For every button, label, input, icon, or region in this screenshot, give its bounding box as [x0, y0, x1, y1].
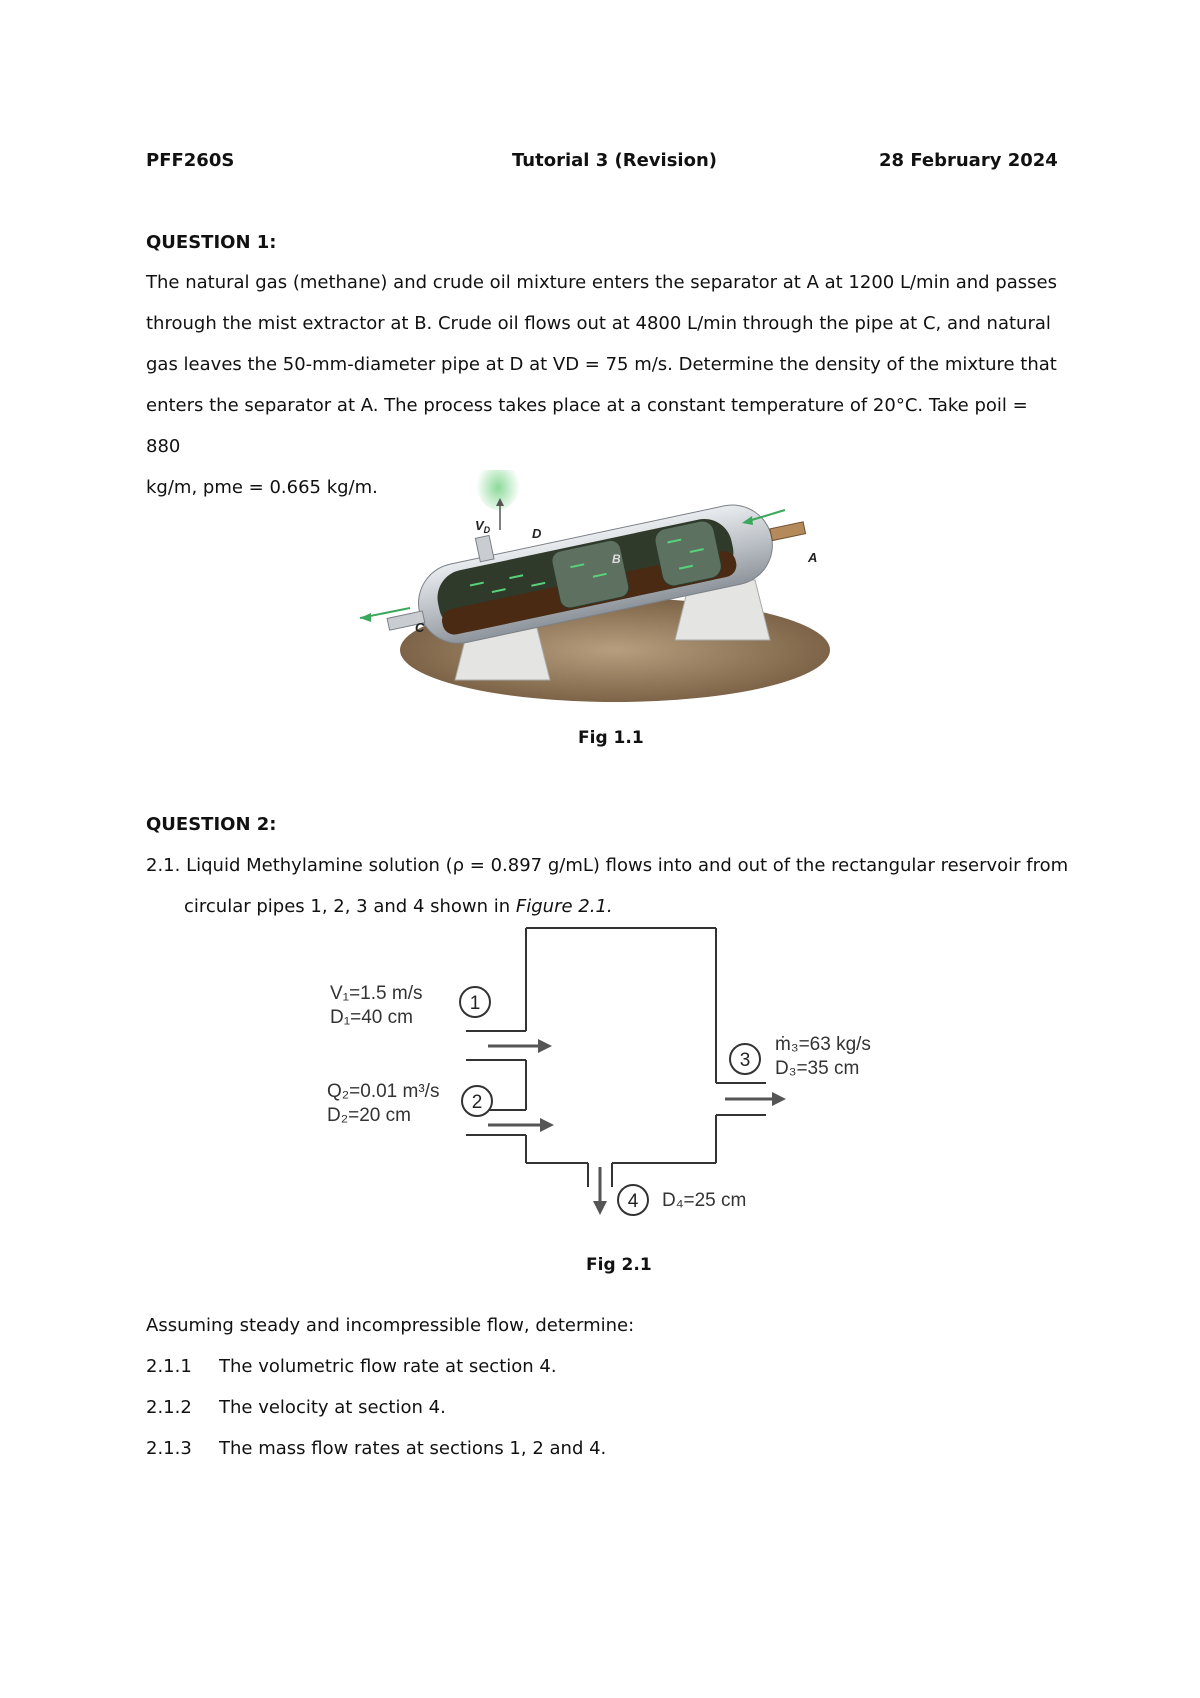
sub-question [146, 1346, 1046, 1387]
sub-question [146, 1387, 1046, 1428]
reservoir-figure [300, 925, 900, 1230]
item-number: 2.1. [146, 855, 181, 876]
question-2-intro-line-2 [146, 886, 1096, 927]
label-vd: $V_D$ [475, 518, 491, 535]
sub-question [146, 1428, 1046, 1469]
sub-question-number: 2.1.2 [146, 1397, 192, 1418]
intro-text-continued: circular pipes 1, 2, 3 and 4 shown in [184, 896, 516, 917]
sub-question-number: 2.1.1 [146, 1356, 192, 1377]
question-2-title: QUESTION 2: [146, 814, 277, 835]
intro-text: Liquid Methylamine solution (ρ = 0.897 g/mL) flows into and out of the rectangular reservoir from [186, 855, 1069, 876]
sub-question-list [146, 1346, 1046, 1469]
label-c: C [415, 620, 425, 635]
question-2-intro [146, 845, 1096, 927]
sub-question-text: The volumetric flow rate at section 4. [219, 1356, 557, 1377]
question-1-line: gas leaves the 50-mm-diameter pipe at D at VD = 75 m/s. Determine the density of the mixture that [146, 354, 1057, 375]
sub-question-text: The mass flow rates at sections 1, 2 and 4. [219, 1438, 607, 1459]
pipe-4-diameter: D₄=25 cm [662, 1190, 747, 1211]
label-a: A [808, 550, 818, 565]
pipe-3-diameter: D₃=35 cm [775, 1058, 860, 1079]
fig-1-1-caption: Fig 1.1 [578, 728, 644, 748]
question-1-line: enters the separator at A. The process takes place at a constant temperature of 20°C. Take poil = 880 [146, 395, 1028, 457]
pipe-1-velocity: V₁=1.5 m/s [330, 983, 423, 1004]
tutorial-date: 28 February 2024 [879, 150, 1058, 171]
course-code: PFF260S [146, 150, 235, 171]
separator-figure [360, 470, 850, 710]
tutorial-title: Tutorial 3 (Revision) [512, 150, 717, 171]
label-d: D [532, 526, 542, 541]
question-1-line: kg/m, pme = 0.665 kg/m. [146, 477, 378, 498]
pipe-3-number: 3 [739, 1050, 751, 1071]
question-1-line: through the mist extractor at B. Crude oil flows out at 4800 L/min through the pipe at C, and natural [146, 313, 1051, 334]
assumption-text: Assuming steady and incompressible flow, determine: [146, 1315, 635, 1336]
pipe-2-flowrate: Q₂=0.01 m³/s [327, 1081, 440, 1102]
figure-reference: Figure 2.1. [515, 896, 613, 917]
pipe-1-number: 1 [469, 993, 481, 1014]
question-2-intro-line-1 [146, 845, 1096, 886]
pipe-4-number: 4 [627, 1191, 639, 1212]
fig-2-1-caption: Fig 2.1 [586, 1255, 652, 1275]
sub-question-number: 2.1.3 [146, 1438, 192, 1459]
pipe-3-massflow: ṁ₃=63 kg/s [775, 1034, 871, 1055]
pipe-1-diameter: D₁=40 cm [330, 1007, 413, 1028]
pipe-2-number: 2 [471, 1092, 483, 1113]
question-1-line: The natural gas (methane) and crude oil mixture enters the separator at A at 1200 L/min and passes [146, 272, 1057, 293]
question-1-title: QUESTION 1: [146, 232, 277, 253]
pipe-2-diameter: D₂=20 cm [327, 1105, 411, 1126]
label-b: B [612, 552, 621, 566]
sub-question-text: The velocity at section 4. [219, 1397, 446, 1418]
reservoir-outline [466, 928, 766, 1187]
